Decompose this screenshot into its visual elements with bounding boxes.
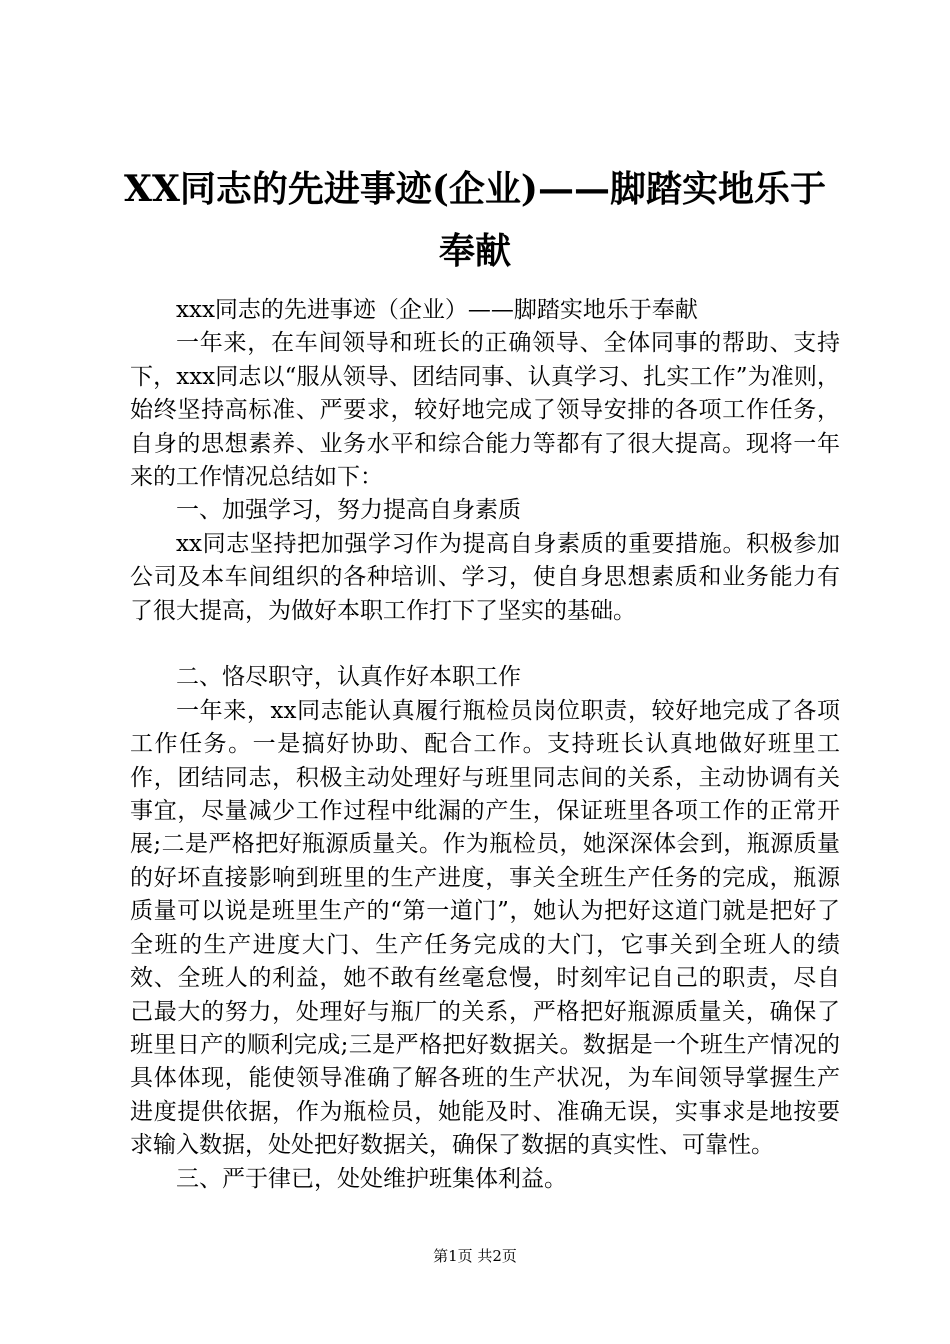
section-heading-2: 二、恪尽职守，认真作好本职工作 (176, 664, 521, 691)
page-footer: 第1页 共2页 (433, 1247, 517, 1265)
subtitle-paragraph: xxx同志的先进事迹（企业）——脚踏实地乐于奉献 (176, 297, 698, 323)
document-title: XX同志的先进事迹(企业)——脚踏实地乐于奉献 (124, 168, 826, 272)
document-body (130, 294, 840, 1196)
section-heading-1: 一、加强学习，努力提高自身素质 (176, 497, 521, 524)
intro-paragraph: 一年来，在车间领导和班长的正确领导、全体同事的帮助、支持下，xxx同志以“服从领导、团结同事、认真学习、扎实工作”为准则，始终坚持高标准、严要求，较好地完成了领导安排的各项工作任务，自身的思想素养、业务水平和综合能力等都有了很大提高。现将一年来的工作情况总结如下： (130, 330, 840, 491)
section-1-paragraph: xx同志坚持把加强学习作为提高自身素质的重要措施。积极参加公司及本车间组织的各种培训、学习，使自身思想素质和业务能力有了很大提高，为做好本职工作打下了坚实的基础。 (130, 530, 840, 624)
section-heading-3: 三、严于律已，处处维护班集体利益。 (176, 1165, 567, 1192)
section-2-paragraph: 一年来，xx同志能认真履行瓶检员岗位职责，较好地完成了各项工作任务。一是搞好协助、配合工作。支持班长认真地做好班里工作，团结同志，积极主动处理好与班里同志间的关系，主动协调有关事宜，尽量减少工作过程中纰漏的产生，保证班里各项工作的正常开展;二是严格把好瓶源质量关。作为瓶检员，她深深体会到，瓶源质量的好坏直接影响到班里的生产进度，事关全班生产任务的完成，瓶源质量可以说是班里生产的“第一道门”，她认为把好这道门就是把好了全班的生产进度大门、生产任务完成的大门，它事关到全班人的绩效、全班人的利益，她不敢有丝毫怠慢，时刻牢记自己的职责，尽自己最大的努力，处理好与瓶厂的关系，严格把好瓶源质量关，确保了班里日产的顺利完成;三是严格把好数据关。数据是一个班生产情况的具体体现，能使领导准确了解各班的生产状况，为车间领导掌握生产进度提供依据，作为瓶检员，她能及时、准确无误，实事求是地按要求输入数据，处处把好数据关，确保了数据的真实性、可靠性。 (130, 697, 840, 1159)
